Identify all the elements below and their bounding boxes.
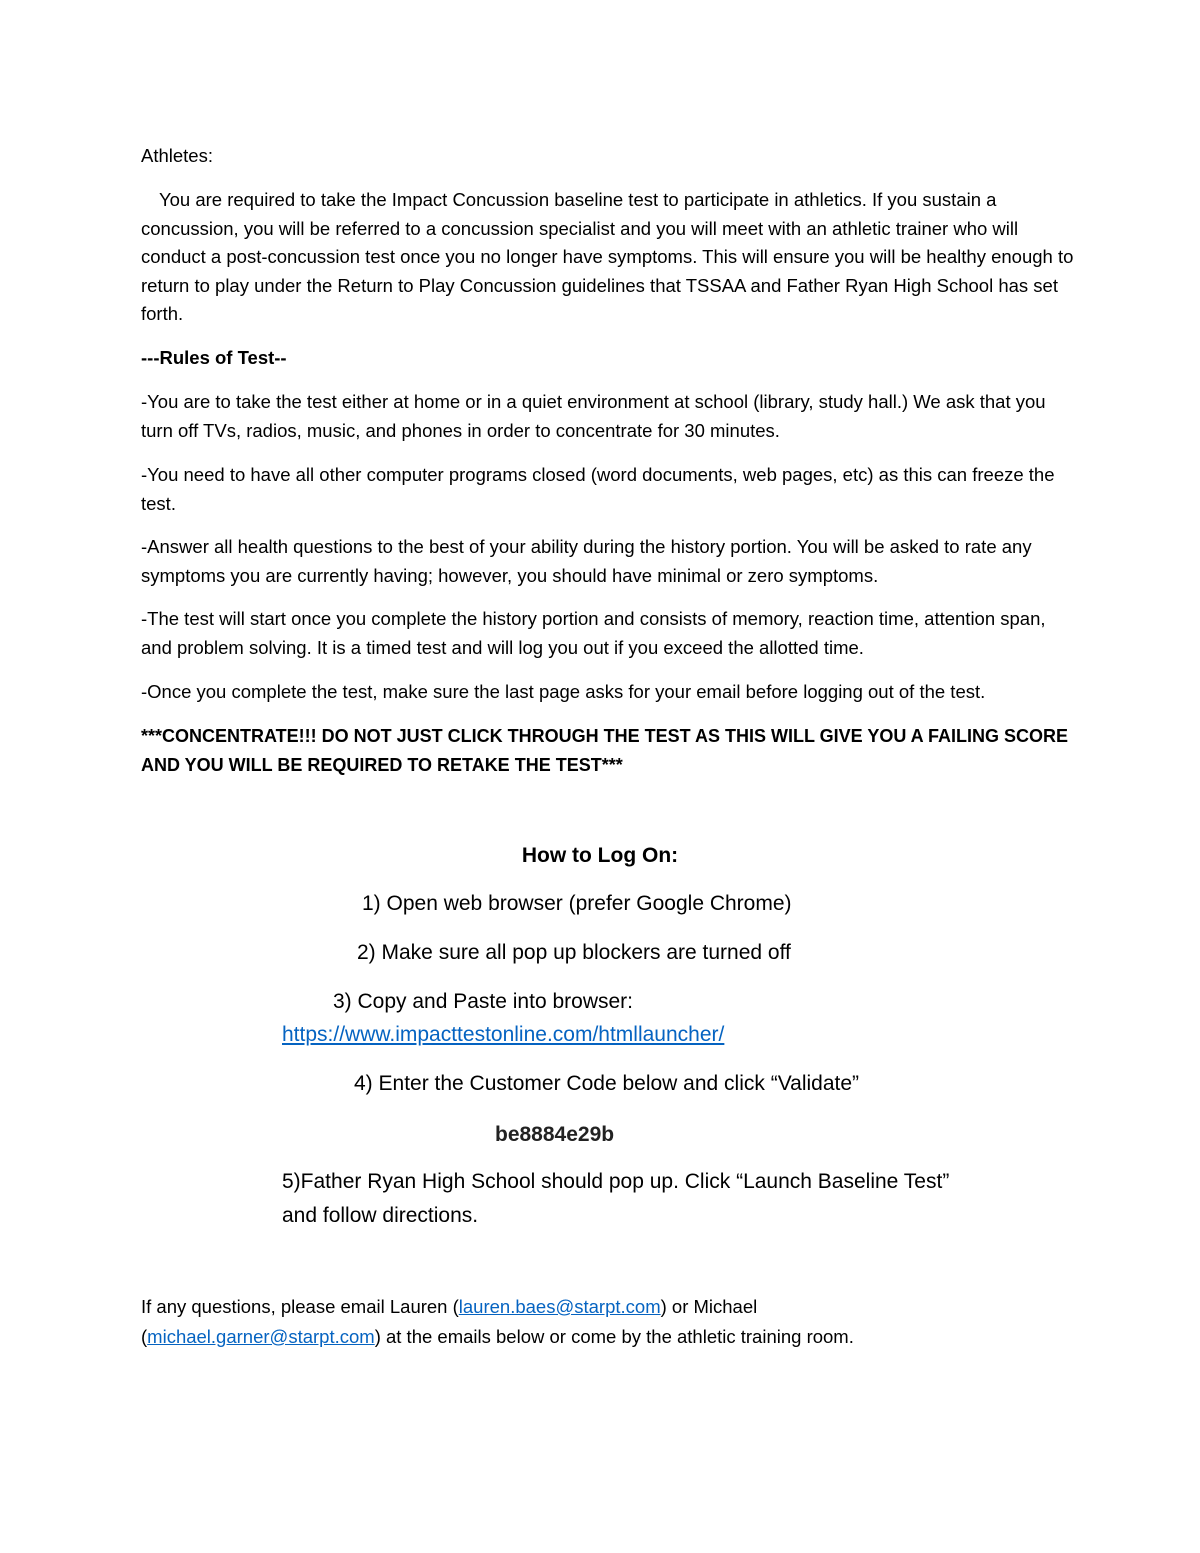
rules-heading: ---Rules of Test-- xyxy=(141,347,287,368)
michael-email-link[interactable]: michael.garner@starpt.com xyxy=(147,1326,375,1347)
impact-test-url-link[interactable]: https://www.impacttestonline.com/htmllauncher/ xyxy=(282,1023,725,1046)
logon-step-2: 2) Make sure all pop up blockers are turned off xyxy=(357,941,791,964)
logon-step-4: 4) Enter the Customer Code below and click “Validate” xyxy=(354,1072,860,1095)
rule-item: -Once you complete the test, make sure the last page asks for your email before logging out of the test. xyxy=(141,681,986,702)
logon-step-3: 3) Copy and Paste into browser: xyxy=(333,990,633,1013)
logon-step-5-continued: and follow directions. xyxy=(282,1204,479,1227)
contact-closing: ) at the emails below or come by the athletic training room. xyxy=(374,1326,854,1347)
contact-line-2 xyxy=(141,1323,1141,1352)
logon-step-1: 1) Open web browser (prefer Google Chrome) xyxy=(362,892,792,915)
intro-paragraph: You are required to take the Impact Concussion baseline test to participate in athletics. If you sustain a concussion, you will be referred to a concussion specialist and you will meet with an athletic trainer who will conduct a post-concussion test once you no longer have symptoms. This will ensure you will be healthy enough to return to play under the Return to Play Concussion guidelines that TSSAA and Father Ryan High School has set forth. xyxy=(141,189,1074,324)
lauren-email-link[interactable]: lauren.baes@starpt.com xyxy=(458,1296,661,1317)
customer-code: be8884e29b xyxy=(495,1123,615,1146)
contact-suffix: ) or Michael xyxy=(660,1296,758,1317)
logon-heading: How to Log On: xyxy=(521,844,679,867)
contact-line-1 xyxy=(141,1293,1141,1322)
contact-prefix: If any questions, please email Lauren ( xyxy=(141,1296,459,1317)
rule-item: -You are to take the test either at home or in a quiet environment at school (library, study hall.) We ask that you turn off TVs, radios, music, and phones in order to concentrate for 30 minutes. xyxy=(141,391,1046,441)
warning-text: ***CONCENTRATE!!! DO NOT JUST CLICK THROUGH THE TEST AS THIS WILL GIVE YOU A FAILING SCORE AND YOU WILL BE REQUIRED TO RETAKE THE TEST*** xyxy=(141,726,1069,775)
salutation: Athletes: xyxy=(141,145,213,166)
contact-paren: ( xyxy=(141,1326,148,1347)
rule-item: -Answer all health questions to the best of your ability during the history portion. You will be asked to rate any symptoms you are currently having; however, you should have minimal or zero symptoms. xyxy=(141,536,1032,586)
rule-item: -The test will start once you complete the history portion and consists of memory, reaction time, attention span, and problem solving. It is a timed test and will log you out if you exceed the allotted time. xyxy=(141,608,1046,658)
rule-item: -You need to have all other computer programs closed (word documents, web pages, etc) as this can freeze the test. xyxy=(141,464,1055,514)
logon-step-5: 5)Father Ryan High School should pop up. Click “Launch Baseline Test” xyxy=(282,1170,950,1193)
